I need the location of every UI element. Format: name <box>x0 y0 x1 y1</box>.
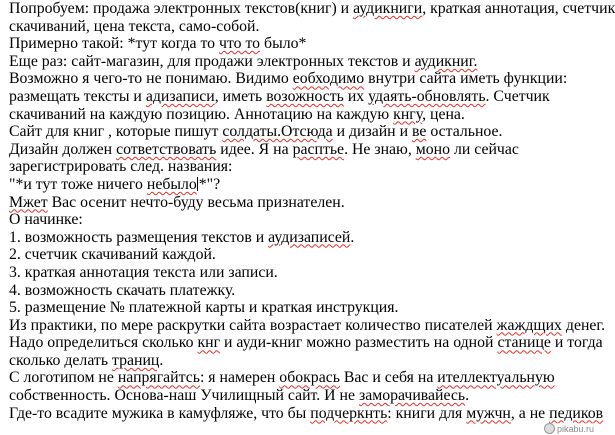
text-run: , краткая аннотация, счетчик <box>422 0 615 17</box>
text-run: О начинке: <box>9 211 83 229</box>
text-run: Где-то всадите мужика в камуфляже, что бы <box>9 404 311 422</box>
text-line <box>9 35 597 53</box>
text-run: было* <box>260 35 307 53</box>
text-run: "*и тут тоже ничего <box>9 175 147 193</box>
text-run: . Счетчик <box>485 87 550 105</box>
text-line <box>9 70 597 88</box>
text-line <box>9 158 597 176</box>
text-run: Дизайн должен <box>9 140 117 158</box>
text-line <box>9 18 597 36</box>
text-run: Попробуем: продажа электронных текстов(книг) и <box>9 0 354 17</box>
text-line <box>9 194 597 212</box>
text-line <box>9 141 597 159</box>
text-run: Надо определиться сколько <box>9 334 198 352</box>
watermark-text: pikabu.ru <box>556 423 594 434</box>
misspelled-word: кнгу <box>393 105 423 123</box>
misspelled-word: напрягайтсь <box>117 369 200 387</box>
text-line <box>9 404 604 423</box>
misspelled-word: аудизаписей <box>268 228 351 246</box>
text-run: и дизайн и <box>332 123 412 141</box>
misspelled-word: что то <box>219 35 261 53</box>
text-line <box>9 246 597 264</box>
text-run: их <box>343 87 369 105</box>
text-line <box>9 106 597 124</box>
text-run: 1. возможность размещения текстов и <box>9 228 269 246</box>
misspelled-word: адизаписи <box>145 87 215 105</box>
text-run: Примерно такой: *тут когда то <box>9 35 219 53</box>
pikabu-logo-icon <box>544 423 555 434</box>
text-run: 2. счетчик скачиваний каждой. <box>9 246 216 264</box>
misspelled-word: заморачивайесь <box>358 387 466 405</box>
misspelled-word: сответствовать <box>116 140 217 158</box>
text-run: размещать тексты и <box>9 87 146 105</box>
text-run: и тогда <box>550 334 603 352</box>
text-run: Сайт для книг , которые пишут <box>9 123 223 141</box>
text-run: , а не <box>510 404 550 422</box>
text-run: . Не знаю, <box>344 140 416 158</box>
text-line <box>9 316 606 335</box>
text-run: скачиваний на каждую позицию. Аннотацию на каждую <box>9 105 394 123</box>
text-line <box>9 53 597 71</box>
text-line <box>9 211 597 229</box>
text-run: Вас осенит нечто-буду весьма признателен. <box>47 193 345 211</box>
text-run: : книги для <box>387 404 467 422</box>
text-run: Из практики, по мере раскрутки сайта возрастает количество писателей <box>9 316 497 334</box>
misspelled-word: мужчн <box>466 404 511 422</box>
text-line <box>9 282 597 300</box>
misspelled-word: удаять-обновлять <box>368 87 486 105</box>
text-run: ли сейчас <box>450 140 519 158</box>
misspelled-word: Мжет <box>9 193 48 211</box>
text-line <box>9 299 597 317</box>
document-body[interactable] <box>9 0 615 422</box>
text-line <box>9 264 597 282</box>
text-line <box>9 352 597 370</box>
text-run: . <box>350 228 355 246</box>
text-run: , цена. <box>422 105 465 123</box>
text-run: Вас и себя на <box>339 369 438 387</box>
text-run: Возможно я чего-то не понимаю. Видимо <box>9 70 293 88</box>
text-line <box>9 387 597 405</box>
text-line <box>9 0 615 18</box>
misspelled-word: еобходимо <box>292 70 365 88</box>
text-run: Еще раз: сайт-магазин, для продажи электронных текстов и <box>9 52 415 70</box>
misspelled-word: кнг <box>197 334 221 352</box>
text-run: скачиваний, цена текста, само-собой. <box>9 17 260 35</box>
text-line <box>9 176 597 194</box>
misspelled-word: ителлектуальную <box>437 369 555 387</box>
text-run: сколько делать <box>9 351 112 369</box>
text-line <box>9 88 597 106</box>
misspelled-word: педиков <box>549 404 604 422</box>
text-run: остальное. <box>426 123 503 141</box>
text-line <box>9 334 603 352</box>
misspelled-word: возожность <box>266 87 344 105</box>
text-run: С логотипом не <box>9 369 118 387</box>
text-run: *"? <box>198 175 221 193</box>
text-run: и ауди-книг можно разместить на одной <box>220 334 498 352</box>
text-run: идее. Я на <box>216 140 293 158</box>
misspelled-word: ве <box>411 123 427 141</box>
text-line <box>9 369 597 387</box>
misspelled-word: подчеркнть <box>310 404 388 422</box>
misspelled-word: жаждщих <box>496 316 562 334</box>
text-run: зарегистрировать след. названия: <box>9 158 233 176</box>
text-line <box>9 229 597 247</box>
text-run: внутри сайта иметь функции: <box>364 70 568 88</box>
misspelled-word: траниц <box>111 351 160 369</box>
misspelled-word: небыло <box>146 175 197 193</box>
misspelled-word: аудикниги <box>353 0 423 17</box>
misspelled-word: расптье <box>292 140 345 158</box>
watermark <box>542 423 596 434</box>
text-run: 3. краткая аннотация текста или записи. <box>9 263 278 281</box>
text-run: . <box>159 351 164 369</box>
text-run: 4. возможность скачать платежку. <box>9 281 236 299</box>
text-run: , иметь <box>214 87 267 105</box>
text-run: собственность. Основа-наш Училищный сайт. И не <box>9 387 359 405</box>
text-run: денег. <box>561 316 606 334</box>
misspelled-word: аудикниг. <box>414 52 478 70</box>
text-run: 5. размещение № платежной карты и краткая инструкция. <box>9 299 399 317</box>
misspelled-word: обокрась <box>279 369 340 387</box>
text-line <box>9 123 597 141</box>
misspelled-word: станице <box>497 334 551 352</box>
text-run: : я намерен <box>199 369 280 387</box>
misspelled-word: моно <box>415 140 450 158</box>
misspelled-word: солдаты.Отсюда <box>222 123 333 141</box>
text-run: . <box>465 387 470 405</box>
